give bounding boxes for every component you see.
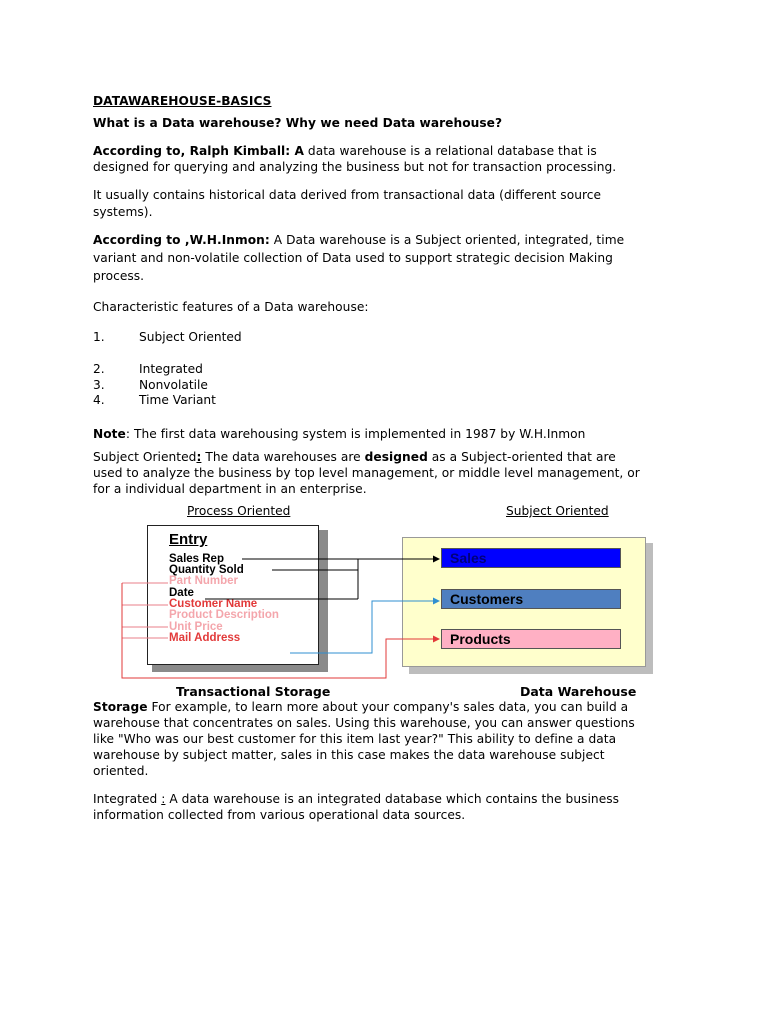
subject-products: Products	[441, 629, 621, 649]
doc-title: DATAWAREHOUSE-BASICS	[93, 94, 272, 108]
kimball-line1-text: data warehouse is a relational database that is	[304, 144, 597, 158]
doc-question: What is a Data warehouse? Why we need Data warehouse?	[93, 116, 503, 130]
subject-oriented-lead: Subject Oriented	[93, 450, 197, 464]
subject-oriented-mid: The data warehouses are	[201, 450, 365, 464]
entry-field: Product Description	[169, 609, 279, 621]
kimball-paragraph-line2: designed for querying and analyzing the business but not for transaction processing.	[93, 160, 617, 174]
feature-label: Integrated	[139, 362, 203, 376]
feature-label: Time Variant	[139, 393, 216, 407]
feature-label: Nonvolatile	[139, 378, 208, 392]
process-oriented-header: Process Oriented	[187, 504, 291, 518]
entry-field: Quantity Sold	[169, 564, 244, 576]
caption-data-warehouse: Data Warehouse	[520, 684, 637, 699]
inmon-line1-text: A Data warehouse is a Subject oriented, integrated, time	[269, 233, 625, 247]
features-heading: Characteristic features of a Data warehouse:	[93, 300, 369, 314]
entry-field: Date	[169, 587, 194, 599]
inmon-paragraph-line3: process.	[93, 269, 145, 283]
storage-line3: like "Who was our best customer for this item last year?" This ability to define a data	[93, 732, 617, 746]
entry-field: Customer Name	[169, 598, 258, 610]
products-connector	[122, 583, 439, 678]
kimball-bold-a: A	[290, 144, 304, 158]
subject-oriented-header: Subject Oriented	[506, 504, 609, 518]
storage-line5: oriented.	[93, 764, 149, 778]
entry-field: Part Number	[169, 575, 239, 587]
historical-line1: It usually contains historical data derived from transactional data (different source	[93, 188, 602, 202]
integrated-line2: information collected from various operational data sources.	[93, 808, 466, 822]
subject-oriented-colon: :	[196, 450, 202, 464]
storage-lead: Storage	[93, 700, 148, 714]
integrated-lead-colon: :	[161, 792, 166, 806]
kimball-lead: According to, Ralph Kimball:	[93, 144, 291, 158]
inmon-lead: According to ,W.H.Inmon:	[93, 233, 270, 247]
sales-connector	[205, 559, 439, 599]
entry-field: Mail Address	[169, 632, 241, 644]
entry-title: Entry	[169, 531, 208, 548]
inmon-paragraph-line2: variant and non-volatile collection of Data used to support strategic decision Making	[93, 251, 613, 265]
storage-line2: warehouse that concentrates on sales. Using this warehouse, you can answer questions	[93, 716, 635, 730]
entry-field: Sales Rep	[169, 553, 224, 565]
note-text: : The first data warehousing system is implemented in 1987 by W.H.Inmon	[125, 427, 586, 441]
historical-line2: systems).	[93, 205, 153, 219]
subject-oriented-line3: for a individual department in an enterprise.	[93, 482, 367, 496]
customers-connector	[290, 601, 439, 653]
feature-number: 4.	[93, 393, 105, 407]
feature-number: 2.	[93, 362, 105, 376]
subject-oriented-bold: designed	[364, 450, 428, 464]
note-lead: Note	[93, 427, 126, 441]
subject-customers: Customers	[441, 589, 621, 609]
entry-field: Unit Price	[169, 621, 223, 633]
storage-line1	[93, 699, 628, 715]
feature-number: 1.	[93, 330, 105, 344]
subject-oriented-rest: as a Subject-oriented that are	[427, 450, 616, 464]
integrated-line1-text: A data warehouse is an integrated database which contains the business	[165, 792, 620, 806]
storage-line1-text: For example, to learn more about your company's sales data, you can build a	[147, 700, 629, 714]
feature-label: Subject Oriented	[139, 330, 242, 344]
subject-oriented-line2: used to analyze the business by top level management, or middle level management, or	[93, 466, 640, 480]
integrated-lead: Integrated	[93, 792, 162, 806]
storage-line4: warehouse by subject matter, sales in this case makes the data warehouse subject	[93, 748, 605, 762]
subject-sales: Sales	[441, 548, 621, 568]
feature-number: 3.	[93, 378, 105, 392]
integrated-line1	[93, 791, 619, 807]
caption-transactional-storage: Transactional Storage	[176, 684, 331, 699]
